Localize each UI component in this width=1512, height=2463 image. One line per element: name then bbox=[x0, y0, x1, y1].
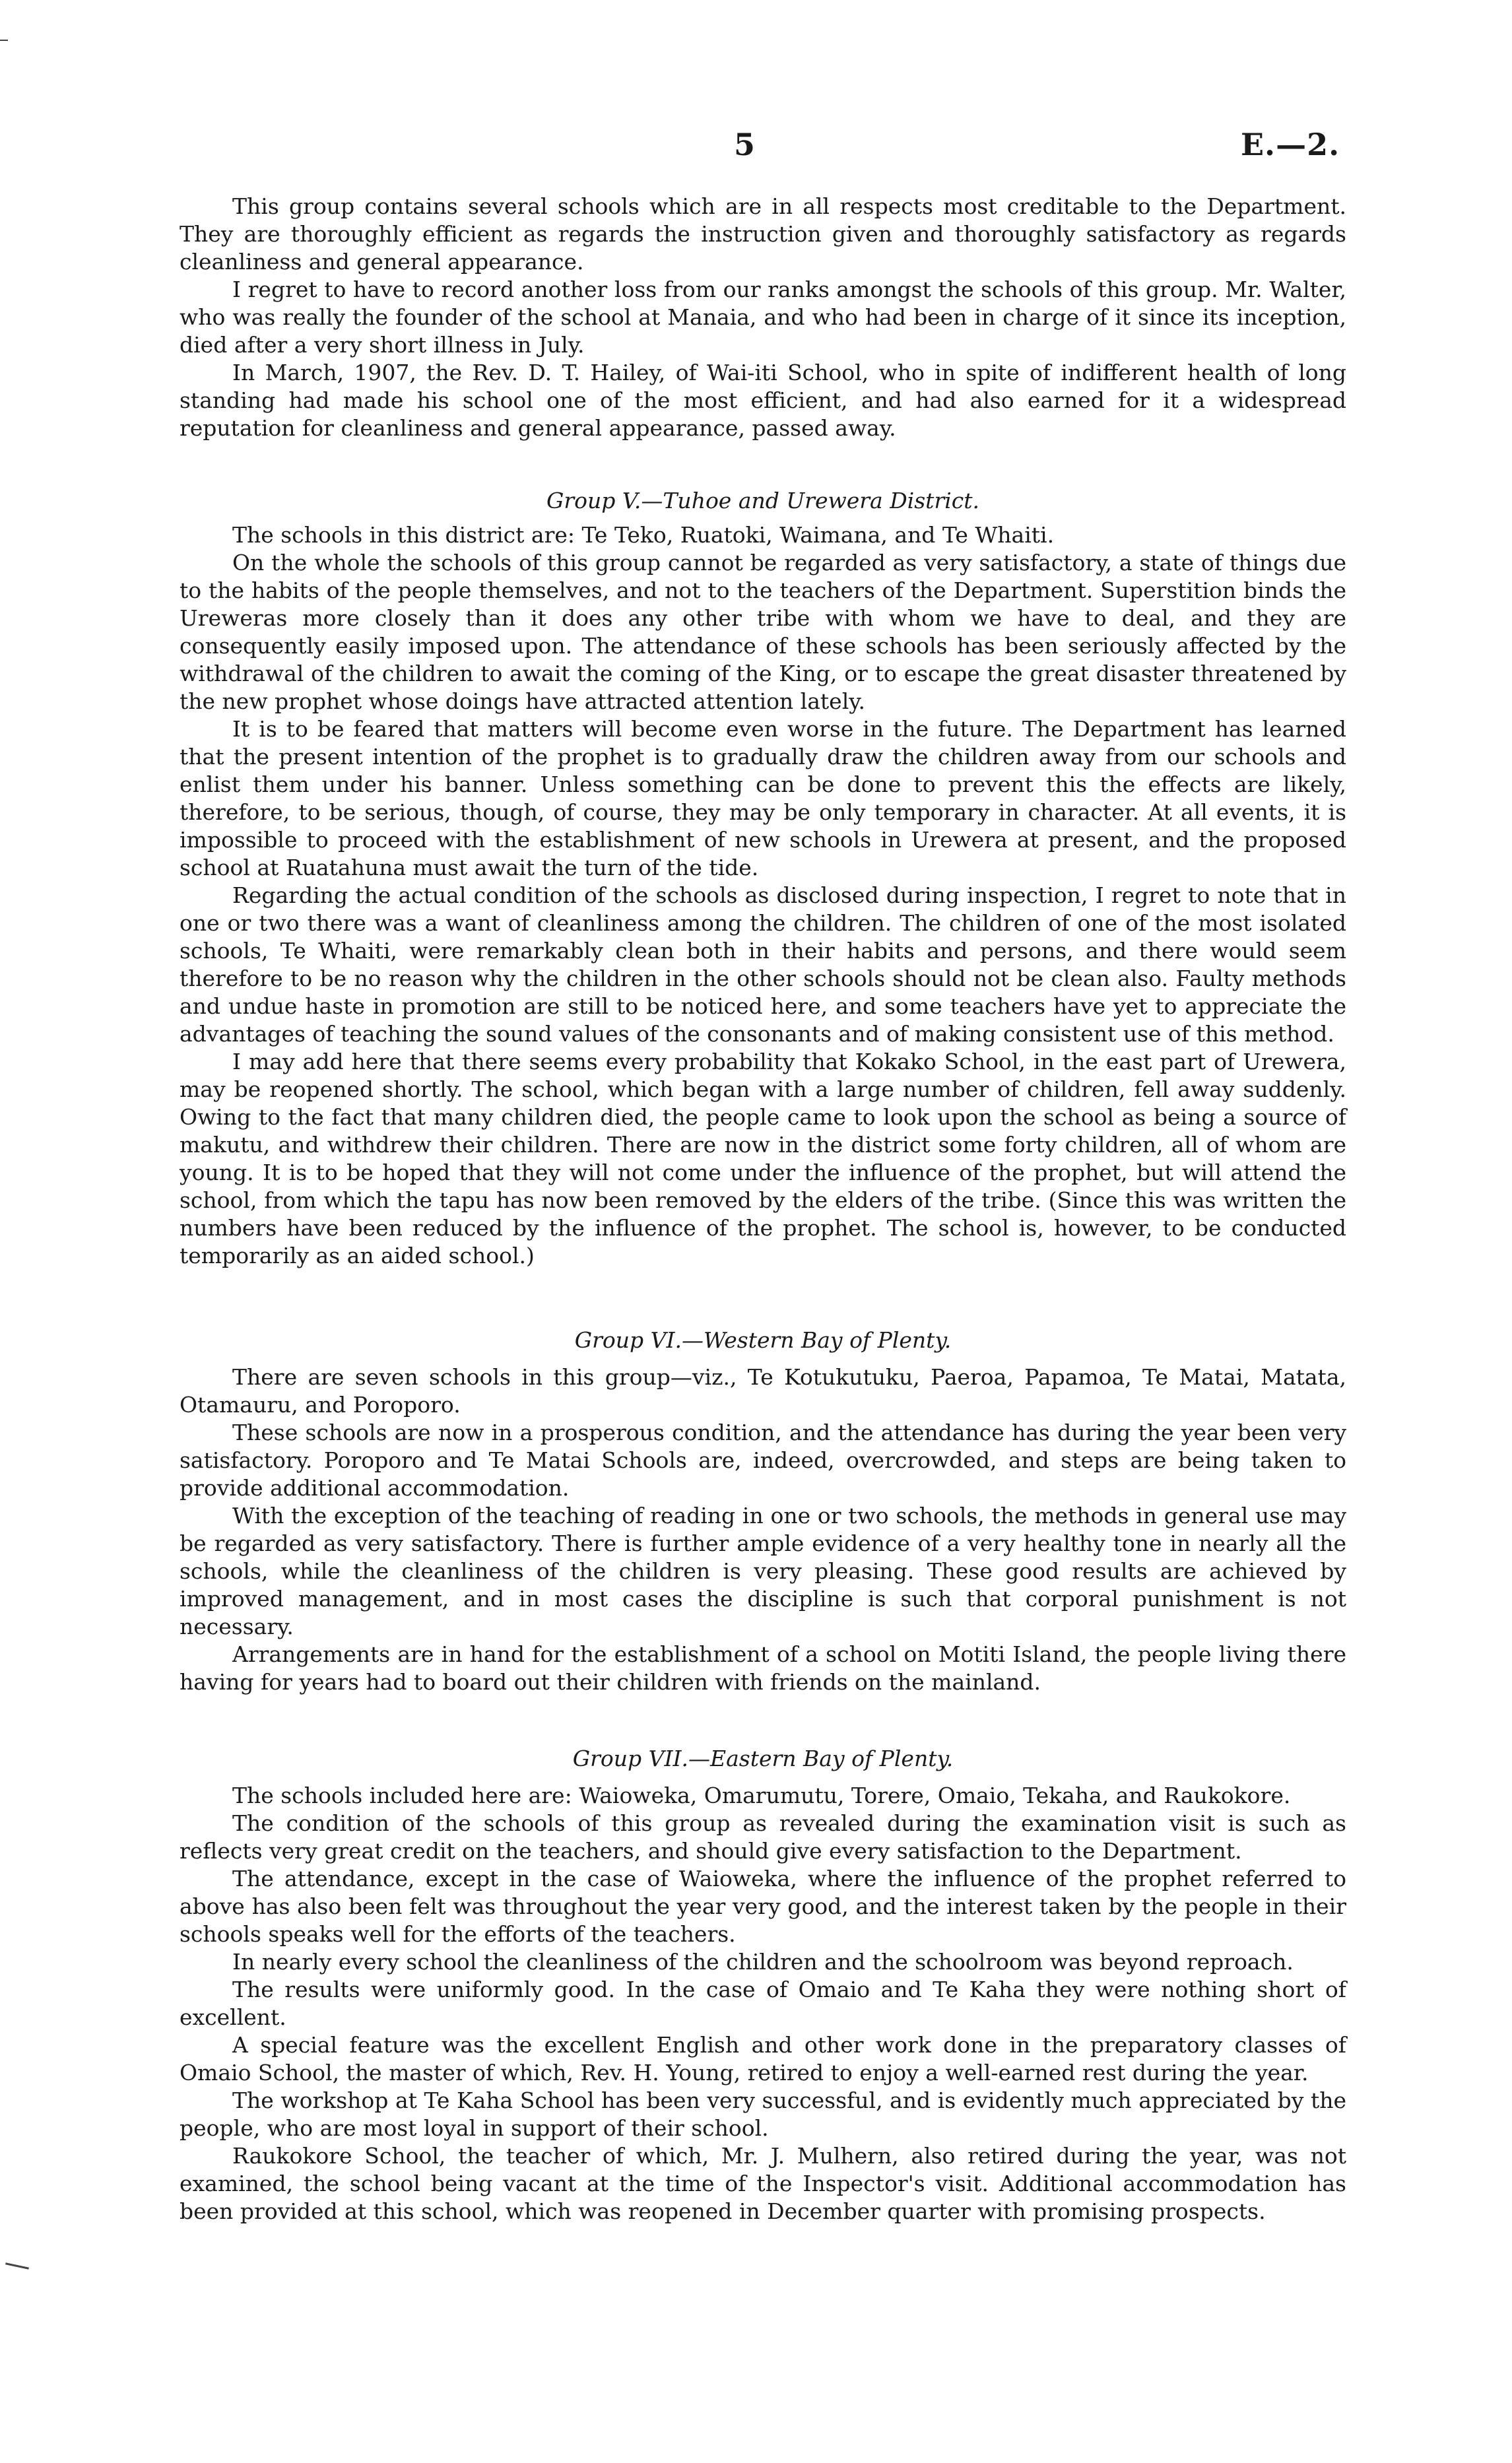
paragraph: It is to be feared that matters will become even worse in the future. The Department has learned that the present intention of the prophet is to gradually draw the children away from our schools and enlist them under his banner. Unless something can be done to prevent this the effects are likely, therefore, to be serious, though, of course, they may be only temporary in character. At all events, it is impossible to proceed with the establishment of new schools in Urewera at present, and the proposed school at Ruatahuna must await the turn of the tide. bbox=[180, 716, 1346, 880]
section-heading: Group VI.—Western Bay of Plenty. bbox=[574, 1327, 952, 1353]
paragraph: The schools in this district are: Te Teko, Ruatoki, Waimana, and Te Whaiti. bbox=[232, 522, 1055, 548]
paragraph: Regarding the actual condition of the schools as disclosed during inspection, I regret to note that in one or two there was a want of cleanliness among the children. The children of one of the most isolated schools, Te Whaiti, were remarkably clean both in their habits and persons, and there would seem therefore to be no reason why the children in the other schools should not be clean also. Faulty methods and undue haste in promotion are still to be noticed here, and some teachers have yet to appreciate the advantages of teaching the sound values of the consonants and of making consistent use of this method. bbox=[180, 882, 1346, 1047]
document-reference: E.—2. bbox=[1241, 127, 1340, 162]
body-text bbox=[180, 193, 1346, 2225]
paragraph: The condition of the schools of this group as revealed during the examination visit is such as reflects very great credit on the teachers, and should give every satisfaction to the Department. bbox=[180, 1810, 1346, 1864]
section-heading: Group VII.—Eastern Bay of Plenty. bbox=[572, 1746, 954, 1771]
paragraph: With the exception of the teaching of reading in one or two schools, the methods in general use may be regarded as very satisfactory. There is further ample evidence of a very healthy tone in nearly all the schools, while the cleanliness of the children is very pleasing. These good results are achieved by improved management, and in most cases the discipline is such that corporal punishment is not necessary. bbox=[180, 1503, 1346, 1639]
page-number: 5 bbox=[734, 127, 756, 162]
paragraph: I may add here that there seems every probability that Kokako School, in the east part of Urewera, may be reopened shortly. The school, which began with a large number of children, fell away suddenly. Owing to the fact that many children died, the people came to look upon the school as being a source of makutu, and withdrew their children. There are now in the district some forty children, all of whom are young. It is to be hoped that they will not come under the influence of the prophet, but will attend the school, from which the tapu has now been removed by the elders of the tribe. (Since this was written the numbers have been reduced by the influence of the prophet. The school is, however, to be conducted temporarily as an aided school.) bbox=[180, 1049, 1346, 1268]
section-heading: Group V.—Tuhoe and Urewera District. bbox=[546, 488, 979, 513]
paragraph: In nearly every school the cleanliness of the children and the schoolroom was beyond reproach. bbox=[232, 1949, 1294, 1975]
paragraph: In March, 1907, the Rev. D. T. Hailey, of Wai-iti School, who in spite of indifferent health of long standing had made his school one of the most efficient, and had also earned for it a widespread reputation for cleanliness and general appearance, passed away. bbox=[180, 360, 1346, 441]
paragraph: The schools included here are: Waioweka, Omarumutu, Torere, Omaio, Tekaha, and Raukokore. bbox=[232, 1783, 1291, 1808]
paragraph: Arrangements are in hand for the establishment of a school on Motiti Island, the people living there having for years had to board out their children with friends on the mainland. bbox=[180, 1641, 1346, 1695]
margin-scan-mark bbox=[0, 40, 8, 41]
paragraph: These schools are now in a prosperous condition, and the attendance has during the year been very satisfactory. Poroporo and Te Matai Schools are, indeed, overcrowded, and steps are being taken to provide additional accommodation. bbox=[180, 1420, 1346, 1501]
paragraph: A special feature was the excellent English and other work done in the preparatory classes of Omaio School, the master of which, Rev. H. Young, retired to enjoy a well-earned rest during the year. bbox=[180, 2032, 1346, 2085]
paragraph: I regret to have to record another loss from our ranks amongst the schools of this group. Mr. Walter, who was really the founder of the school at Manaia, and who had been in charge of it since its inception, died after a very short illness in July. bbox=[180, 277, 1346, 358]
paragraph: Raukokore School, the teacher of which, Mr. J. Mulhern, also retired during the year, was not examined, the school being vacant at the time of the Inspector's visit. Additional accommodation has been provided at this school, which was reopened in December quarter with promising prospects. bbox=[180, 2143, 1346, 2224]
paragraph: On the whole the schools of this group cannot be regarded as very satisfactory, a state of things due to the habits of the people themselves, and not to the teachers of the Department. Superstition binds the Ureweras more closely than it does any other tribe with whom we have to deal, and they are consequently easily imposed upon. The attendance of these schools has been seriously affected by the withdrawal of the children to await the coming of the King, or to escape the great disaster threatened by the new prophet whose doings have attracted attention lately. bbox=[180, 550, 1346, 714]
paragraph: The results were uniformly good. In the case of Omaio and Te Kaha they were nothing short of excellent. bbox=[180, 1977, 1346, 2030]
paragraph: The workshop at Te Kaha School has been very successful, and is evidently much appreciated by the people, who are most loyal in support of their school. bbox=[180, 2087, 1346, 2141]
paragraph: The attendance, except in the case of Waioweka, where the influence of the prophet referred to above has also been felt was throughout the year very good, and the interest taken by the people in their schools speaks well for the efforts of the teachers. bbox=[180, 1866, 1346, 1947]
margin-scan-mark bbox=[5, 2262, 29, 2269]
paragraph: This group contains several schools which are in all respects most creditable to the Department. They are thoroughly efficient as regards the instruction given and thoroughly satisfactory as regards cleanliness and general appearance. bbox=[180, 193, 1346, 275]
paragraph: There are seven schools in this group—viz., Te Kotukutuku, Paeroa, Papamoa, Te Matai, Matata, Otamauru, and Poroporo. bbox=[180, 1364, 1346, 1418]
